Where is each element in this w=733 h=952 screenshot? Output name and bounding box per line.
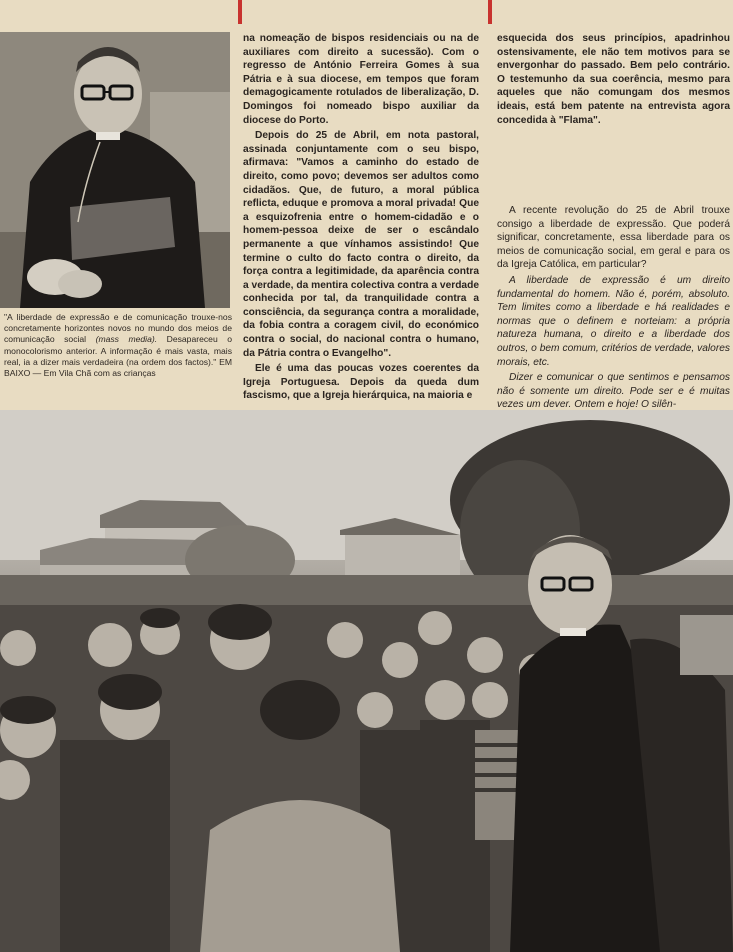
paragraph: na nomeação de bispos residenciais ou na de auxiliares com direito a sucessão). Com o regresso de António Ferreira Gomes à sua Pátria e à sua diocese, em tempos que foram demagogicamente rotulados de liberalização, D. Domingos foi nomeado bispo auxiliar da diocese do Porto. <box>243 33 479 126</box>
article-column-middle <box>243 32 479 405</box>
article-column-right-top <box>497 32 730 129</box>
interview-answer: Dizer e comunicar o que sentimos e pensamos não é somente um direito. Pode ser e é muitas vezes um dever. Ontem e hoje! O silên- <box>497 372 730 411</box>
interview-question: A recente revolução do 25 de Abril trouxe consigo a liberdade de expressão. Que poderá significar, concretamente, essa liberdade para os meios de comunicação social, em geral e para os da Igreja Católica, em particular? <box>497 205 730 271</box>
red-column-rule <box>238 0 242 24</box>
caption-italic: (mass media). <box>95 334 158 345</box>
photo-caption <box>4 312 232 379</box>
caption-text-continued: Desapareceu o monocolorismo anterior. A informação é mais vasta, mais real, ia a dizer mais verdadeira (na ordem dos factos)." EM BAIXO — Em Vila Chã com as crianças <box>4 334 232 379</box>
interview-column <box>497 204 730 414</box>
interview-answer: A liberdade de expressão é um direito fundamental do homem. Não é, porém, absoluto. Tem limites como a liberdade e há realidades e normas que o definem e norteiam: a própria natureza humana, o direito e a liberdade dos outros, o bem comum, critérios de verdade, valores morais, etc. <box>497 274 730 368</box>
paragraph: esquecida dos seus princípios, apadrinhou ostensivamente, ele não tem motivos para se envergonhar do passado. Bem pelo contrário. O testemunho da sua coerência, mesmo para aqueles que não comungam dos mesmos ideais, está bem patente na entrevista agora concedida à "Flama". <box>497 33 730 126</box>
caption-text: "A liberdade de expressão e de comunicação trouxe-nos concretamente horizontes novos no mundo dos meios de comunicação social <box>4 312 232 345</box>
paragraph: Ele é uma das poucas vozes coerentes da Igreja Portuguesa. Depois da queda dum fascismo, que a Igreja hierárquica, na maioria e <box>243 363 479 402</box>
red-column-rule <box>488 0 492 24</box>
paragraph: Depois do 25 de Abril, em nota pastoral, assinada conjuntamente com o seu bispo, afirmava: "Vamos a caminho do estado de direito, como povo; devemos ser adultos como cidadãos. Que, de futuro, a moral pública reflicta, eduque e promova a moral privada! Que a esquizofrenia entre o homem-cidadão e o homem-pessoa deixe de ser o escândalo permanente a que vínhamos assistindo! Que termine o culto do facto contra o direito, da força contra a legitimidade, da aparência contra a verdade, da mentira colectiva contra a verdade conhecida por tal, da tranquilidade contra a consciência, da segurança contra a moralidade, da fobia contra a coragem civil, do económico contra o social, do nacional contra o humano, da Pátria contra o Evangelho". <box>243 130 479 359</box>
children-group-photo <box>0 410 733 952</box>
bishop-portrait-photo <box>0 32 230 308</box>
